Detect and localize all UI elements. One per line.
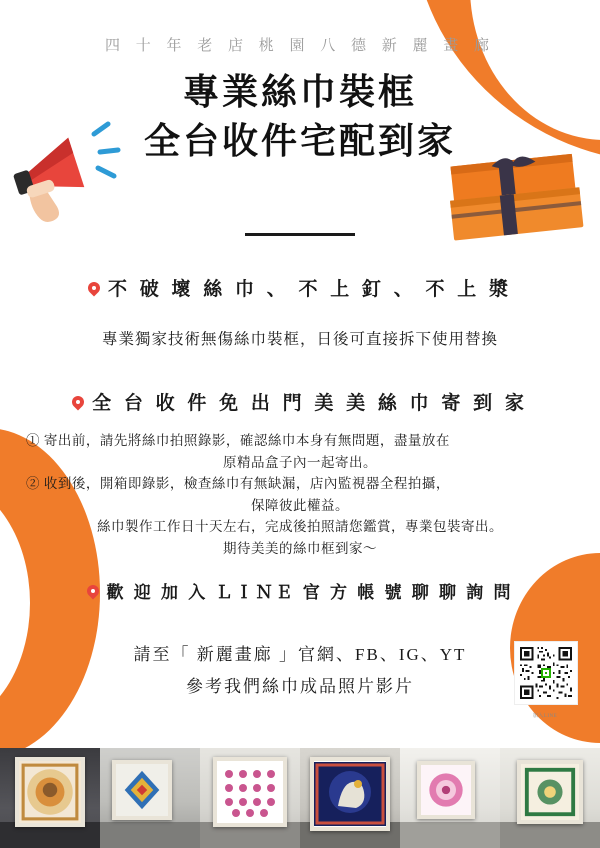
qr-caption: 加入LINE	[532, 714, 558, 719]
picture-frame	[112, 760, 172, 820]
scarf-artwork	[421, 765, 471, 815]
framed-scarf-photo-3	[200, 748, 300, 848]
picture-frame	[517, 760, 583, 824]
photo-strip	[0, 748, 600, 848]
title-divider	[245, 233, 355, 236]
highlight-point-2-text: 全 台 收 件 免 出 門 美 美 絲 巾 寄 到 家	[92, 393, 528, 414]
scarf-artwork	[19, 761, 81, 823]
highlight-point-1-text: 不 破 壞 絲 巾 、 不 上 釘 、 不 上 漿	[107, 279, 512, 300]
scarf-artwork	[116, 764, 168, 816]
step-1-line-1: 寄出前，請先將絲巾拍照錄影，確認絲巾本身有無問題，盡量放在	[43, 433, 450, 448]
megaphone-icon	[8, 120, 138, 230]
line-qr-block[interactable]	[514, 641, 576, 719]
highlight-point-3-text: 歡 迎 加 入 ＬＩＮＥ 官 方 帳 號 聊 聊 詢 問	[106, 583, 514, 602]
step-2-line-2: 保障彼此權益。	[251, 498, 349, 514]
point-1-description: 專業獨家技術無傷絲巾裝框，日後可直接拆下使用替換	[101, 331, 498, 348]
scarf-artwork	[314, 761, 386, 827]
highlight-point-2	[0, 388, 600, 415]
picture-frame	[417, 761, 475, 819]
service-note-1: 絲巾製作工作日十天左右，完成後拍照請您鑑賞，專業包裝寄出。	[97, 519, 503, 534]
framed-scarf-photo-2	[100, 748, 200, 848]
highlight-point-3	[0, 578, 600, 603]
qr-code-icon[interactable]	[514, 641, 578, 705]
closing-line-2: 參考我們絲巾成品照片影片	[186, 677, 414, 696]
step-2-line-1: 收到後，開箱即錄影，檢查絲巾有無缺漏，店內監視器全程拍攝，	[43, 476, 450, 491]
gift-boxes-icon	[440, 150, 590, 245]
gallery-floor	[500, 822, 600, 848]
framed-scarf-photo-1	[0, 748, 100, 848]
highlight-point-1	[0, 274, 600, 301]
title-line-2: 全台收件宅配到家	[143, 120, 456, 161]
picture-frame	[213, 757, 287, 827]
framed-scarf-photo-5	[400, 748, 500, 848]
poster-kicker: 四 十 年 老 店 桃 園 八 德 新 麗 畫 廊	[104, 38, 495, 54]
step-item-2	[26, 473, 574, 518]
scarf-artwork	[217, 761, 283, 823]
picture-frame	[310, 757, 390, 831]
scarf-artwork	[521, 764, 579, 820]
step-1-number: ①	[26, 433, 40, 448]
map-pin-icon	[87, 585, 99, 597]
map-pin-icon	[88, 282, 100, 294]
step-item-1	[26, 430, 574, 475]
gallery-floor	[400, 822, 500, 848]
gallery-floor	[100, 822, 200, 848]
framed-scarf-photo-6	[500, 748, 600, 848]
step-1-line-2: 原精品盒子內一起寄出。	[223, 455, 377, 471]
framed-scarf-photo-4	[300, 748, 400, 848]
service-note-2: 期待美美的絲巾框到家～	[223, 541, 377, 556]
picture-frame	[15, 757, 85, 827]
step-2-number: ②	[26, 476, 40, 491]
title-line-1: 專業絲巾裝框	[182, 72, 417, 112]
closing-line-1: 請至「 新麗畫廊 」官網、FB、IG、YT	[133, 645, 467, 664]
map-pin-icon	[72, 396, 84, 408]
